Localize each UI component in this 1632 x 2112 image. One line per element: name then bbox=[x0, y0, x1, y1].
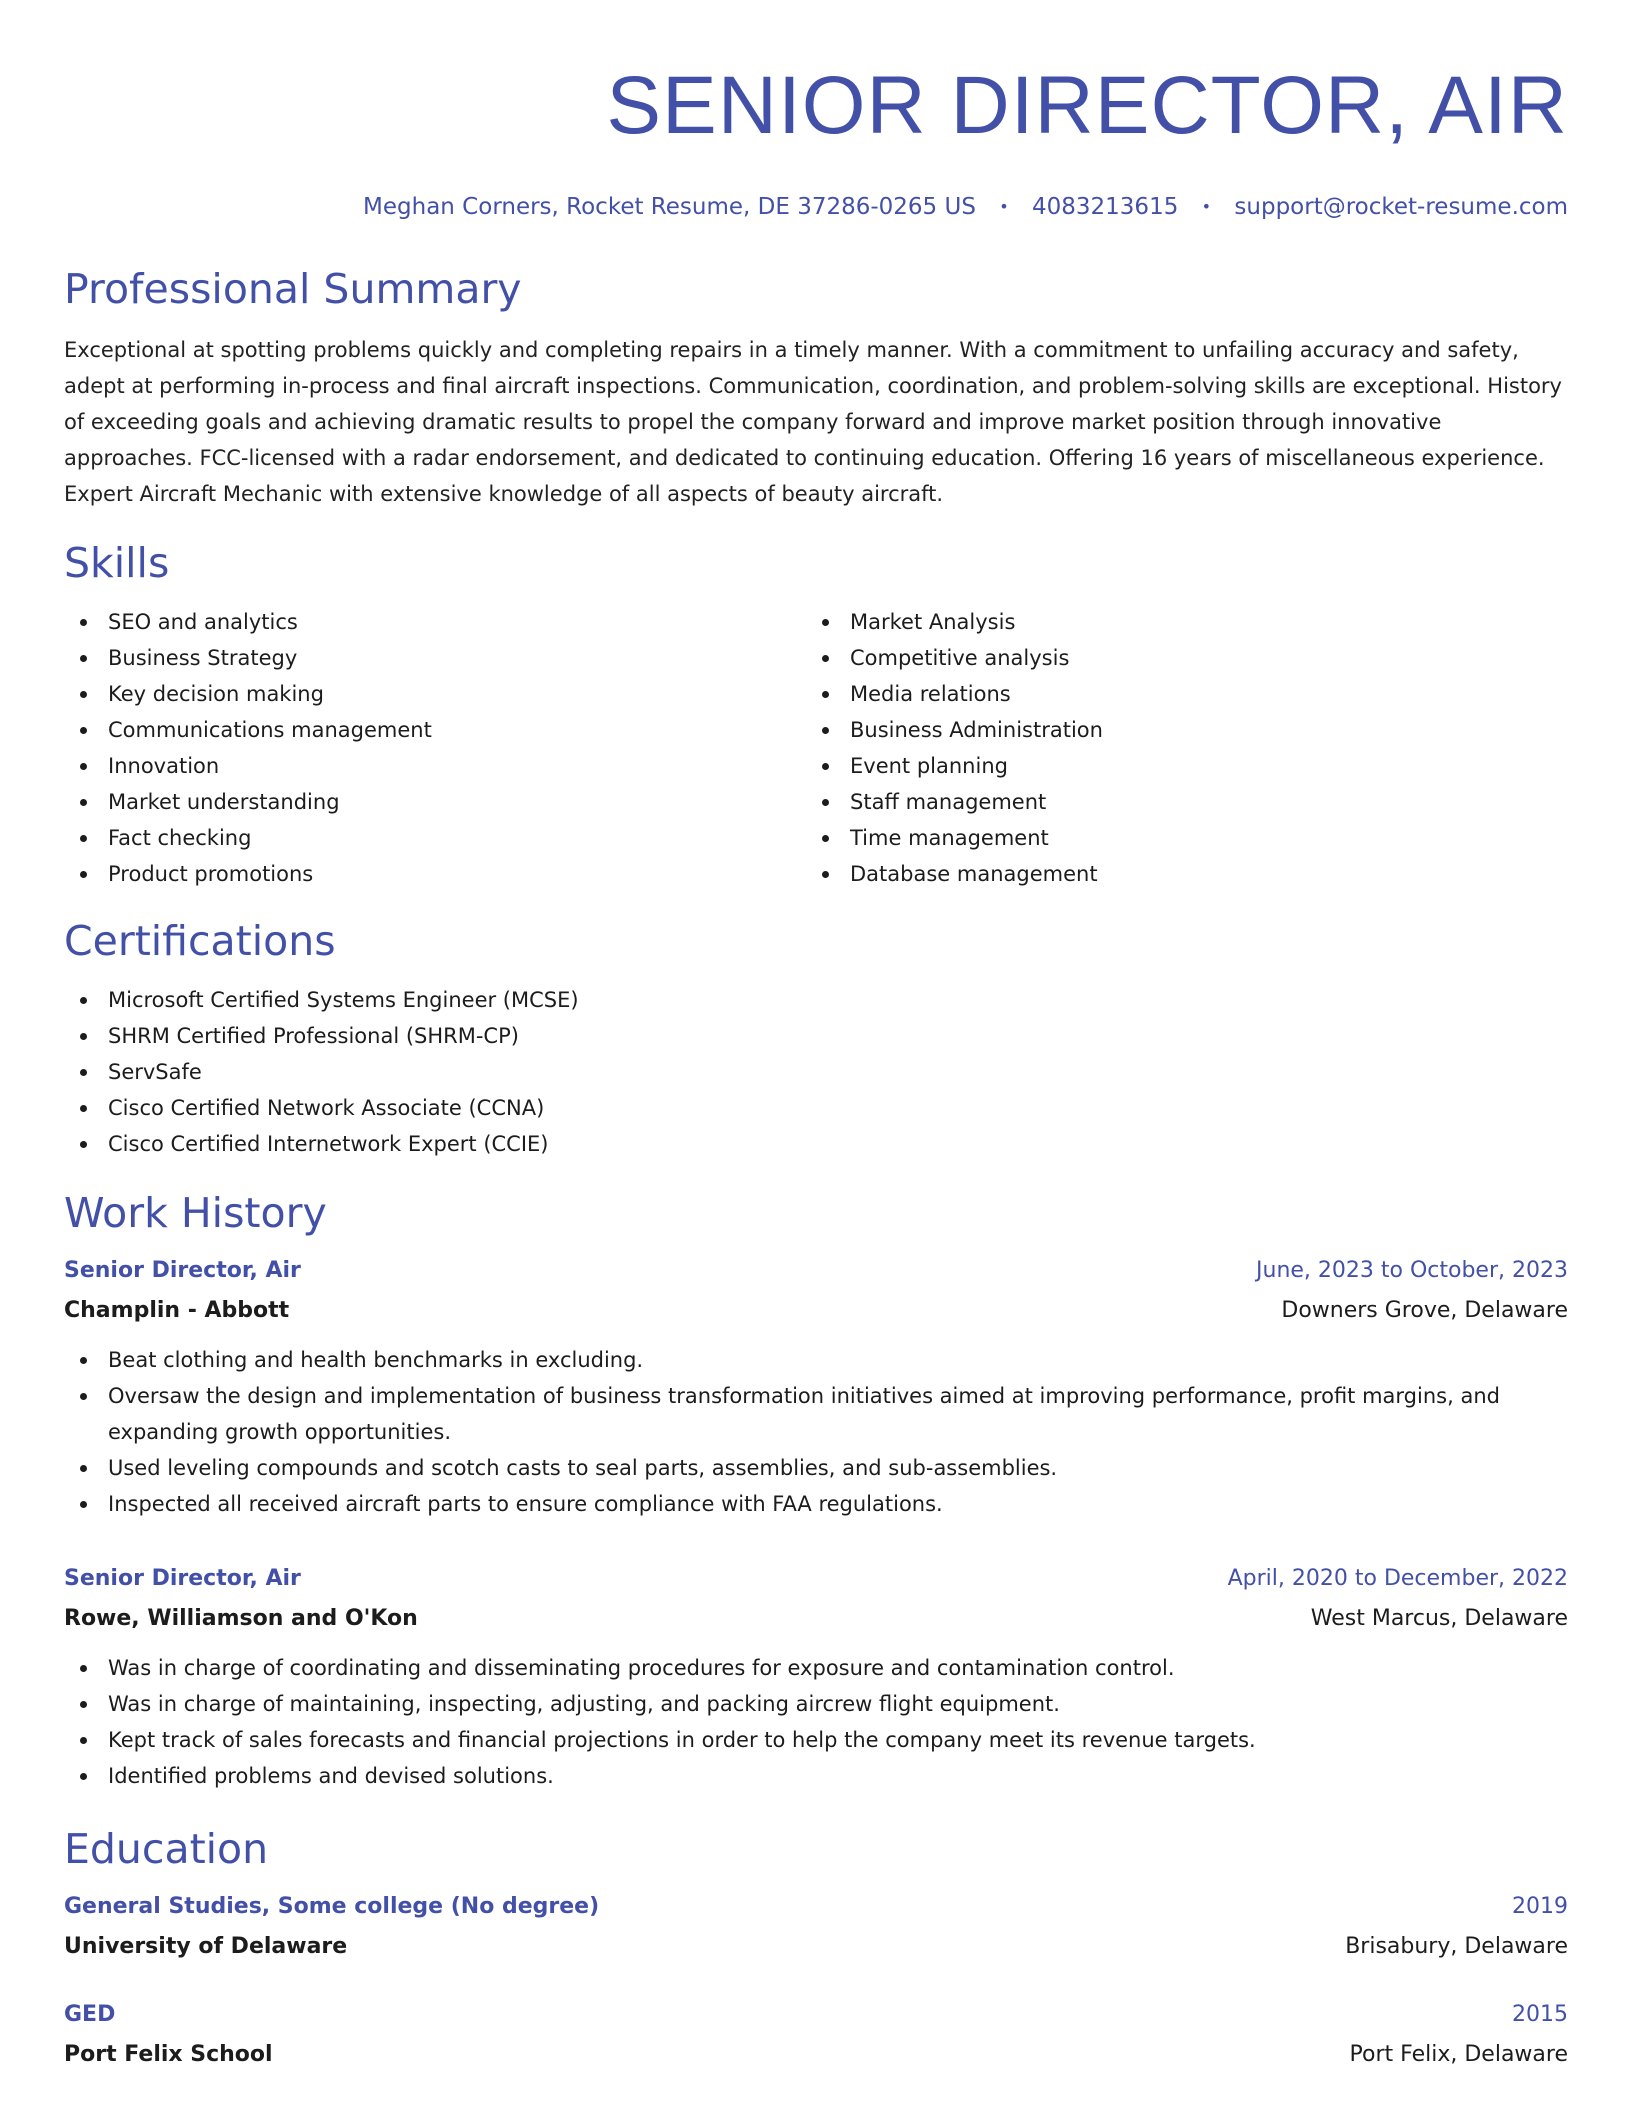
education-school: University of Delaware bbox=[64, 1934, 348, 1959]
certification-item: ServSafe bbox=[64, 1054, 1568, 1090]
summary-section bbox=[64, 264, 1568, 512]
skill-item: Key decision making bbox=[64, 676, 806, 712]
certification-item: Cisco Certified Internetwork Expert (CCIE) bbox=[64, 1126, 1568, 1162]
job-bullet: Oversaw the design and implementation of business transformation initiatives aimed at improving performance, profit margins, and expanding growth opportunities. bbox=[64, 1378, 1568, 1450]
job-title: Senior Director, Air bbox=[64, 1566, 301, 1591]
skills-columns bbox=[64, 604, 1568, 892]
education-entry bbox=[64, 1892, 1568, 1962]
skill-item: Innovation bbox=[64, 748, 806, 784]
job-dates: June, 2023 to October, 2023 bbox=[1256, 1258, 1568, 1283]
summary-text: Exceptional at spotting problems quickly and completing repairs in a timely manner. With a commitment to unfailing accuracy and safety, adept at performing in-process and final aircraft inspections. Communication, coordination, and problem-solving skills are exceptional. History of exceeding goals and achieving dramatic results to propel the company forward and improve market position through innovative approaches. FCC-licensed with a radar endorsement, and dedicated to continuing education. Offering 16 years of miscellaneous experience. Expert Aircraft Mechanic with extensive knowledge of all aspects of beauty aircraft. bbox=[64, 338, 1562, 506]
education-section bbox=[64, 1824, 1568, 2070]
certification-item: Cisco Certified Network Associate (CCNA) bbox=[64, 1090, 1568, 1126]
contact-line bbox=[64, 192, 1568, 222]
skill-item: Market understanding bbox=[64, 784, 806, 820]
skill-item: Competitive analysis bbox=[806, 640, 1548, 676]
education-entry bbox=[64, 2000, 1568, 2070]
certification-item: Microsoft Certified Systems Engineer (MCSE) bbox=[64, 982, 1568, 1018]
contact-email: support@rocket-resume.com bbox=[1234, 194, 1568, 220]
job-company: Champlin - Abbott bbox=[64, 1298, 290, 1323]
job-bullets bbox=[64, 1342, 1568, 1522]
skill-item: Communications management bbox=[64, 712, 806, 748]
skill-item: Product promotions bbox=[64, 856, 806, 892]
education-year: 2019 bbox=[1512, 1894, 1568, 1919]
contact-address: Meghan Corners, Rocket Resume, DE 37286-0265 US bbox=[363, 194, 976, 220]
education-year: 2015 bbox=[1512, 2002, 1568, 2027]
skill-item: Fact checking bbox=[64, 820, 806, 856]
job-location: Downers Grove, Delaware bbox=[1281, 1298, 1568, 1323]
education-location: Brisabury, Delaware bbox=[1345, 1934, 1568, 1959]
contact-separator: • bbox=[999, 197, 1009, 216]
contact-phone: 4083213615 bbox=[1032, 194, 1179, 220]
education-heading: Education bbox=[64, 1825, 269, 1873]
certifications-list bbox=[64, 982, 1568, 1162]
job-location: West Marcus, Delaware bbox=[1310, 1606, 1568, 1631]
job-company: Rowe, Williamson and O'Kon bbox=[64, 1606, 418, 1631]
skill-item: Market Analysis bbox=[806, 604, 1548, 640]
job-bullet: Identified problems and devised solutions. bbox=[64, 1758, 1568, 1794]
job-entry bbox=[64, 1256, 1568, 1522]
skills-section bbox=[64, 538, 1568, 892]
skills-list-left bbox=[64, 604, 806, 892]
skill-item: Database management bbox=[806, 856, 1548, 892]
skills-list-right bbox=[806, 604, 1548, 892]
job-bullet: Used leveling compounds and scotch casts to seal parts, assemblies, and sub-assemblies. bbox=[64, 1450, 1568, 1486]
job-dates: April, 2020 to December, 2022 bbox=[1227, 1566, 1568, 1591]
skill-item: Business Administration bbox=[806, 712, 1548, 748]
job-bullet: Inspected all received aircraft parts to ensure compliance with FAA regulations. bbox=[64, 1486, 1568, 1522]
resume-title: SENIOR DIRECTOR, AIR bbox=[606, 60, 1568, 151]
skill-item: Event planning bbox=[806, 748, 1548, 784]
work-history-section bbox=[64, 1188, 1568, 1794]
job-bullets bbox=[64, 1650, 1568, 1794]
skill-item: SEO and analytics bbox=[64, 604, 806, 640]
education-degree: General Studies, Some college (No degree) bbox=[64, 1894, 600, 1919]
skill-item: Media relations bbox=[806, 676, 1548, 712]
education-location: Port Felix, Delaware bbox=[1349, 2042, 1568, 2067]
skill-item: Time management bbox=[806, 820, 1548, 856]
job-bullet: Was in charge of coordinating and disseminating procedures for exposure and contamination control. bbox=[64, 1650, 1568, 1686]
skill-item: Business Strategy bbox=[64, 640, 806, 676]
education-degree: GED bbox=[64, 2002, 116, 2027]
job-bullet: Kept track of sales forecasts and financial projections in order to help the company meet its revenue targets. bbox=[64, 1722, 1568, 1758]
contact-separator: • bbox=[1201, 197, 1212, 216]
education-school: Port Felix School bbox=[64, 2042, 273, 2067]
skills-heading: Skills bbox=[64, 539, 170, 587]
skill-item: Staff management bbox=[806, 784, 1548, 820]
job-title: Senior Director, Air bbox=[64, 1258, 301, 1283]
job-entry bbox=[64, 1564, 1568, 1794]
summary-heading: Professional Summary bbox=[64, 265, 522, 313]
job-bullet: Was in charge of maintaining, inspecting, adjusting, and packing aircrew flight equipment. bbox=[64, 1686, 1568, 1722]
work-history-heading: Work History bbox=[64, 1189, 327, 1237]
certifications-heading: Certifications bbox=[64, 917, 336, 965]
job-bullet: Beat clothing and health benchmarks in excluding. bbox=[64, 1342, 1568, 1378]
certifications-section bbox=[64, 916, 1568, 1162]
resume-page bbox=[64, 0, 1568, 2070]
certification-item: SHRM Certified Professional (SHRM-CP) bbox=[64, 1018, 1568, 1054]
